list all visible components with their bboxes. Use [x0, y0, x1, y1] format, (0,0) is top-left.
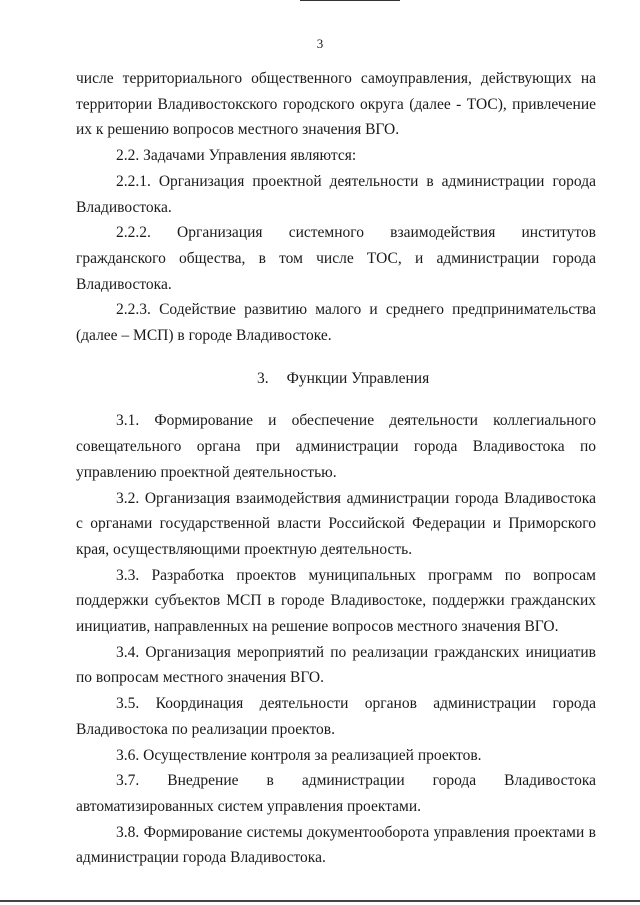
page-number: 3: [316, 36, 324, 51]
section-heading-title: Функции Управления: [286, 369, 430, 387]
paragraph-3-1: 3.1. Формирование и обеспечение деятельности коллегиального совещательного органа при администрации города Владивостока по управлению проектной деятельностью.: [76, 412, 596, 481]
section-heading-number: 3.: [256, 369, 269, 387]
paragraph-3-5: 3.5. Координация деятельности органов администрации города Владивостока по реализации проектов.: [76, 695, 596, 738]
paragraph-3-4: 3.4. Организация мероприятий по реализации гражданских инициатив по вопросам местного значения ВГО.: [76, 643, 596, 687]
paragraph-3-6: 3.6. Осуществление контроля за реализацией проектов.: [116, 746, 482, 764]
paragraph-2-2: 2.2. Задачами Управления являются:: [116, 147, 357, 165]
top-rule: [300, 0, 400, 1]
paragraph-continuation: числе территориального общественного самоуправления, действующих на территории Владивостокского городского округа (далее - ТОС), привлечение их к решению вопросов местного значения ВГО.: [76, 70, 596, 139]
section-heading: [76, 366, 596, 392]
paragraph-3-2: 3.2. Организация взаимодействия администрации города Владивостока с органами государственной власти Российской Федерации и Приморского края, осуществляющими проектную деятельность.: [76, 489, 596, 558]
paragraph-3-3: 3.3. Разработка проектов муниципальных программ по вопросам поддержки субъектов МСП в городе Владивостоке, поддержки гражданских инициатив, направленных на решение вопросов местного значения ВГО.: [76, 566, 596, 636]
paragraph-2-2-1: 2.2.1. Организация проектной деятельности в администрации города Владивостока.: [76, 172, 596, 216]
paragraph-3-8: 3.8. Формирование системы документооборота управления проектами в администрации города Владивостока.: [76, 823, 596, 867]
bottom-rule: [0, 900, 640, 902]
paragraph-2-2-3: 2.2.3. Содействие развитию малого и среднего предпринимательства (далее – МСП) в городе Владивостоке.: [76, 301, 596, 345]
paragraph-2-2-2: 2.2.2. Организация системного взаимодействия институтов гражданского общества, в том числе ТОС, и администрации города Владивостока.: [76, 224, 596, 293]
paragraph-3-7: 3.7. Внедрение в администрации города Владивостока автоматизированных систем управления проектами.: [76, 772, 596, 815]
document-body: [76, 66, 596, 871]
